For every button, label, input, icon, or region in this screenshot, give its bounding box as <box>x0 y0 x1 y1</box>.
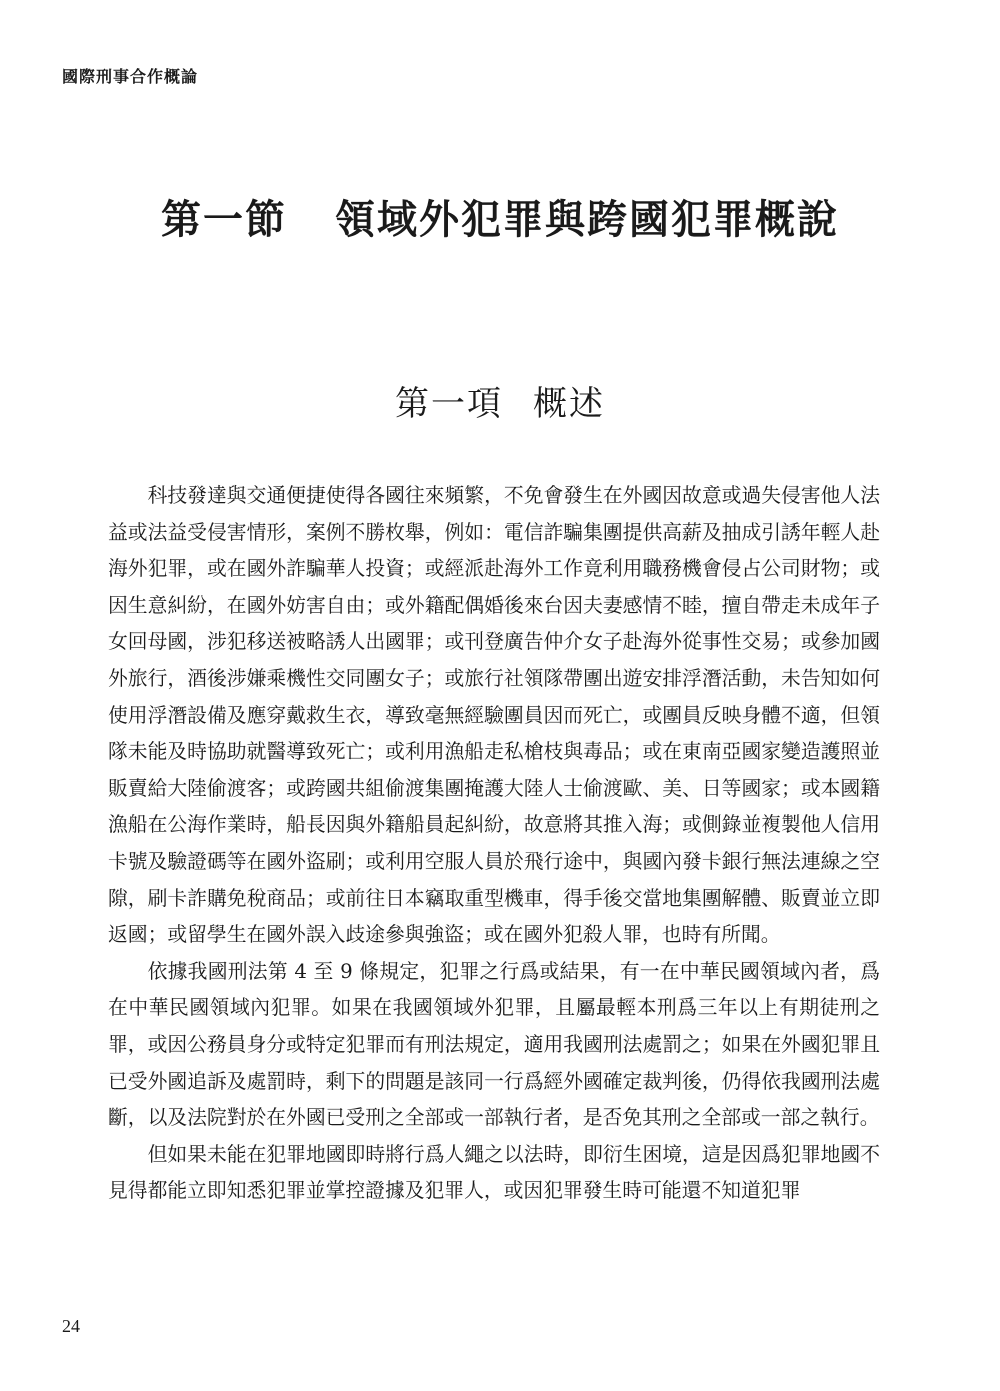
running-header: 國際刑事合作概論 <box>62 67 199 86</box>
subsection-title <box>0 376 1000 425</box>
section-heading-text: 領域外犯罪與跨國犯罪概說 <box>335 196 839 243</box>
page-number: 24 <box>62 1316 80 1336</box>
body-text <box>108 478 880 1210</box>
subsection-heading-text: 概述 <box>533 384 605 424</box>
section-label: 第一節 <box>161 196 287 243</box>
section-title <box>0 188 1000 245</box>
paragraph-3: 但如果未能在犯罪地國即時將行爲人繩之以法時，即衍生困境，這是因爲犯罪地國不見得都能立即知悉犯罪並掌控證據及犯罪人，或因犯罪發生時可能還不知道犯罪 <box>108 1142 880 1203</box>
paragraph-2: 依據我國刑法第 4 至 9 條規定，犯罪之行爲或結果，有一在中華民國領域內者，爲在中華民國領域內犯罪。如果在我國領域外犯罪，且屬最輕本刑爲三年以上有期徒刑之罪，或因公務員身分或特定犯罪而有刑法規定，適用我國刑法處罰之；如果在外國犯罪且已受外國追訴及處罰時，剩下的問題是該同一行爲經外國確定裁判後，仍得依我國刑法處斷，以及法院對於在外國已受刑之全部或一部執行者，是否免其刑之全部或一部之執行。 <box>108 959 880 1130</box>
paragraph-1: 科技發達與交通便捷使得各國往來頻繁，不免會發生在外國因故意或過失侵害他人法益或法益受侵害情形，案例不勝枚舉，例如：電信詐騙集團提供高薪及抽成引誘年輕人赴海外犯罪，或在國外詐騙華人投資；或經派赴海外工作竟利用職務機會侵占公司財物；或因生意糾紛，在國外妨害自由；或外籍配偶婚後來台因夫妻感情不睦，擅自帶走未成年子女回母國，涉犯移送被略誘人出國罪；或刊登廣告仲介女子赴海外從事性交易；或參加國外旅行，酒後涉嫌乘機性交同團女子；或旅行社領隊帶團出遊安排浮潛活動，未告知如何使用浮潛設備及應穿戴救生衣，導致毫無經驗團員因而死亡，或團員反映身體不適，但領隊未能及時協助就醫導致死亡；或利用漁船走私槍枝與毒品；或在東南亞國家變造護照並販賣給大陸偷渡客；或跨國共組偷渡集團掩護大陸人士偷渡歐、美、日等國家；或本國籍漁船在公海作業時，船長因與外籍船員起糾紛，故意將其推入海；或側錄並複製他人信用卡號及驗證碼等在國外盜刷；或利用空服人員於飛行途中，與國內發卡銀行無法連線之空隙，刷卡詐購免稅商品；或前往日本竊取重型機車，得手後交當地集團解體、販賣並立即返國；或留學生在國外誤入歧途參與強盜；或在國外犯殺人罪，也時有所聞。 <box>108 484 880 947</box>
subsection-label: 第一項 <box>395 384 503 424</box>
